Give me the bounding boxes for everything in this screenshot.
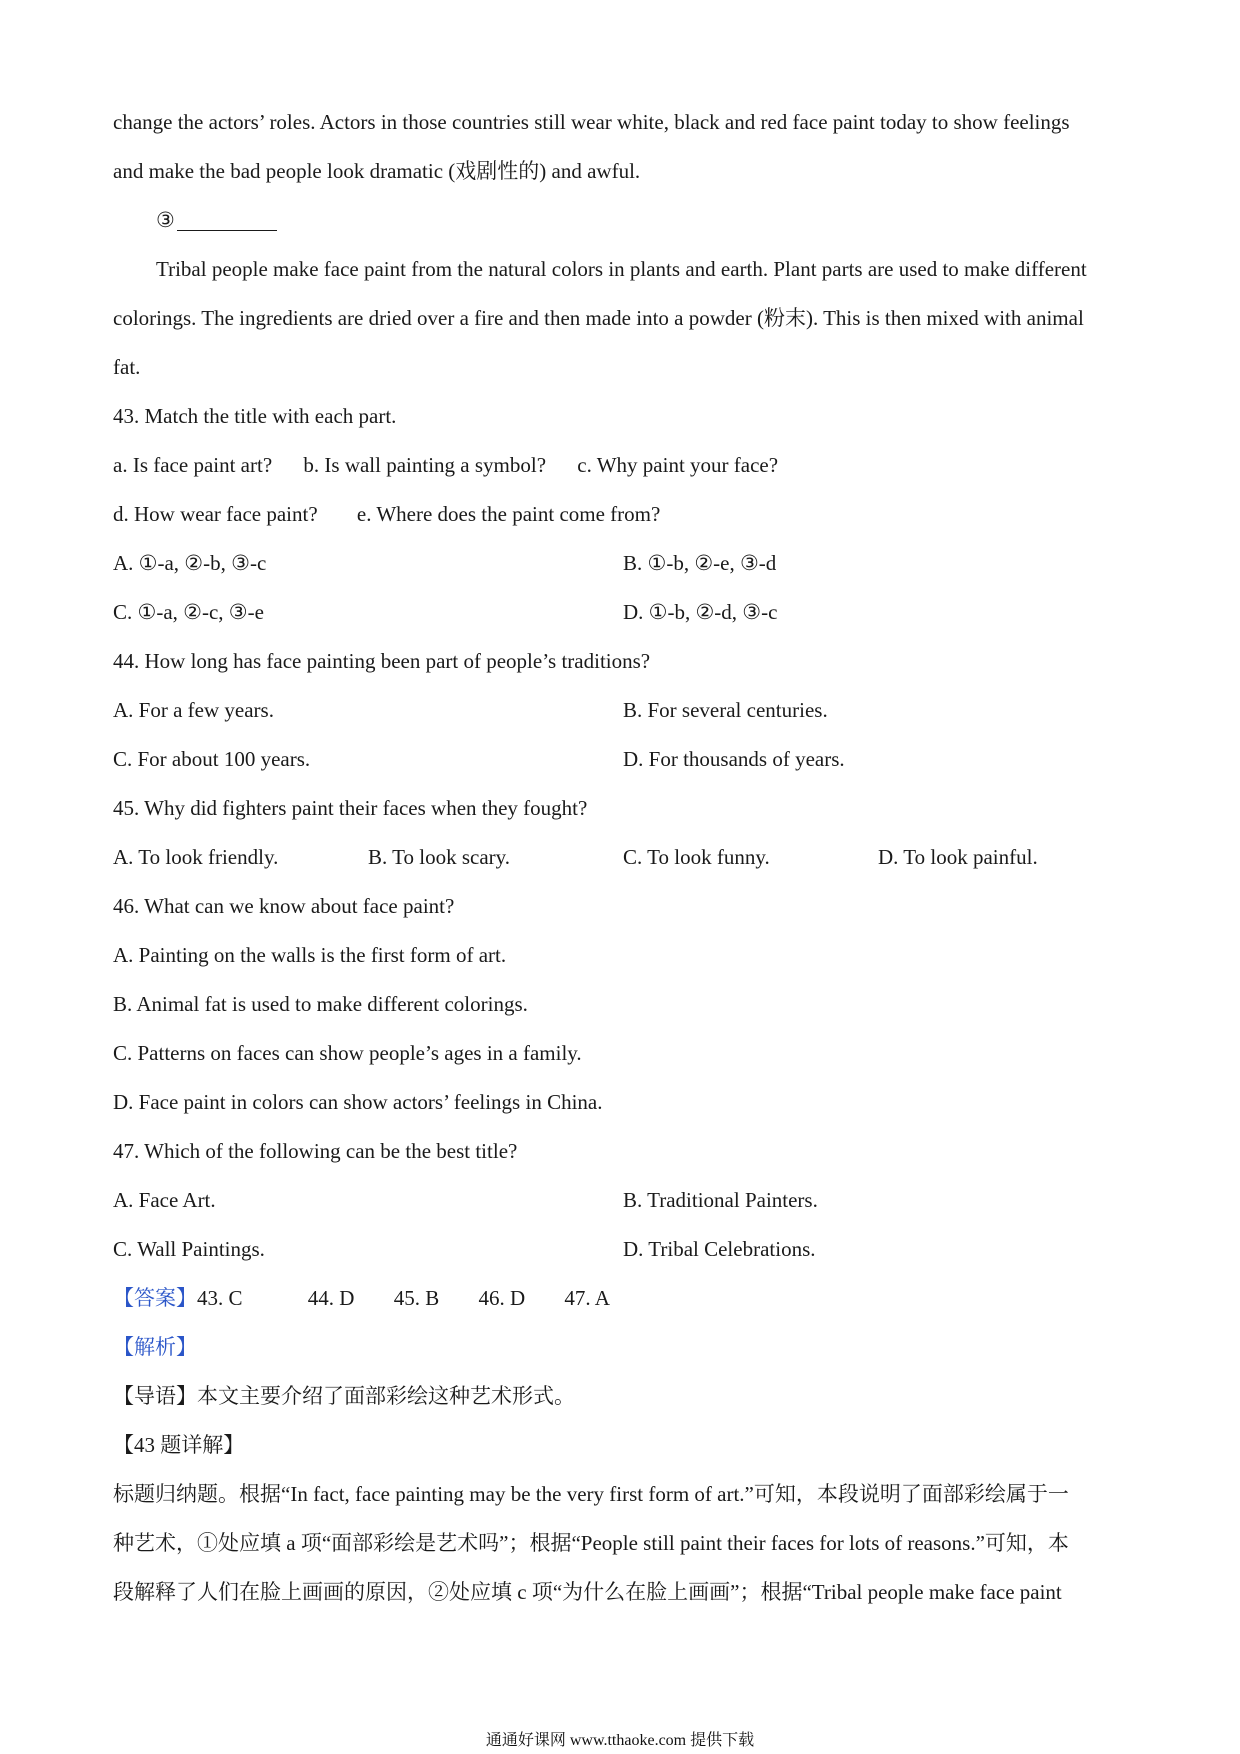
option-a: A. To look friendly. [113, 845, 279, 869]
option-row [113, 735, 1133, 784]
title-list [113, 441, 1133, 490]
answer-key [113, 1274, 1133, 1323]
option-d: D. ①-b, ②-d, ③-c [623, 600, 778, 624]
option-a: A. Painting on the walls is the first form of art. [113, 943, 507, 967]
option-a: A. Face Art. [113, 1188, 216, 1212]
analysis-heading [113, 1323, 1133, 1372]
option-d: D. For thousands of years. [623, 747, 845, 771]
option-d: D. Face paint in colors can show actors’ feelings in China. [113, 1090, 603, 1114]
passage-line: fat. [113, 355, 141, 379]
title-option-d: d. How wear face paint? [113, 502, 318, 526]
answer-item: 44. D [307, 1286, 355, 1310]
analysis-line: 种艺术，①处应填 a 项“面部彩绘是艺术吗”；根据“People still paint their faces for lots of reasons.”可知，本 [113, 1531, 1069, 1555]
title-option-a: a. Is face paint art? [113, 453, 273, 477]
blank-marker: ③ [156, 208, 175, 232]
option-b: B. For several centuries. [623, 698, 828, 722]
option-b: B. To look scary. [368, 845, 511, 869]
title-option-b: b. Is wall painting a symbol? [303, 453, 547, 477]
answer-item: 43. C [197, 1286, 243, 1310]
guide-label: 【导语】 [113, 1384, 197, 1408]
question-stem-43: 43. Match the title with each part. [113, 404, 397, 428]
passage-line: change the actors’ roles. Actors in those countries still wear white, black and red face paint today to show feelings [113, 110, 1070, 134]
question-stem-44: 44. How long has face painting been part of people’s traditions? [113, 649, 651, 673]
answer-item: 46. D [478, 1286, 526, 1310]
blank-paragraph-heading [113, 196, 1133, 245]
option-c: C. To look funny. [623, 845, 770, 869]
passage-line: Tribal people make face paint from the natural colors in plants and earth. Plant parts are used to make different [156, 257, 1087, 281]
guide-line [113, 1372, 1133, 1421]
option-row [113, 686, 1133, 735]
option-row [113, 588, 1133, 637]
question-stem-45: 45. Why did fighters paint their faces when they fought? [113, 796, 588, 820]
answer-label: 【答案】 [113, 1286, 197, 1310]
question-stem-46: 46. What can we know about face paint? [113, 894, 455, 918]
option-b: B. Animal fat is used to make different colorings. [113, 992, 528, 1016]
option-b: B. ①-b, ②-e, ③-d [623, 551, 777, 575]
option-row [113, 1225, 1133, 1274]
analysis-line: 标题归纳题。根据“In fact, face painting may be the very first form of art.”可知，本段说明了面部彩绘属于一 [113, 1482, 1069, 1506]
passage-line: colorings. The ingredients are dried over a fire and then made into a powder (粉末). This is then mixed with animal [113, 306, 1084, 330]
option-c: C. For about 100 years. [113, 747, 311, 771]
q43-detail-heading: 【43 题详解】 [113, 1433, 245, 1457]
option-row [113, 833, 1133, 882]
option-d: D. Tribal Celebrations. [623, 1237, 816, 1261]
option-a: A. For a few years. [113, 698, 274, 722]
analysis-line: 段解释了人们在脸上画画的原因，②处应填 c 项“为什么在脸上画画”；根据“Tribal people make face paint [113, 1580, 1062, 1604]
page-footer: 通通好课网 www.tthaoke.com 提供下载 [485, 1732, 755, 1749]
guide-text: 本文主要介绍了面部彩绘这种艺术形式。 [197, 1384, 575, 1408]
option-row [113, 539, 1133, 588]
option-c: C. ①-a, ②-c, ③-e [113, 600, 264, 624]
option-row [113, 1176, 1133, 1225]
question-stem-47: 47. Which of the following can be the best title? [113, 1139, 518, 1163]
answer-item: 47. A [564, 1286, 610, 1310]
analysis-label: 【解析】 [113, 1335, 197, 1359]
passage-line: and make the bad people look dramatic (戏剧性的) and awful. [113, 159, 641, 183]
answer-item: 45. B [393, 1286, 440, 1310]
option-d: D. To look painful. [878, 845, 1038, 869]
title-list [113, 490, 1133, 539]
option-b: B. Traditional Painters. [623, 1188, 818, 1212]
title-option-c: c. Why paint your face? [577, 453, 779, 477]
answer-blank [177, 208, 277, 231]
option-a: A. ①-a, ②-b, ③-c [113, 551, 267, 575]
title-option-e: e. Where does the paint come from? [356, 502, 661, 526]
document-page [113, 98, 1133, 1617]
option-c: C. Wall Paintings. [113, 1237, 265, 1261]
option-c: C. Patterns on faces can show people’s ages in a family. [113, 1041, 582, 1065]
